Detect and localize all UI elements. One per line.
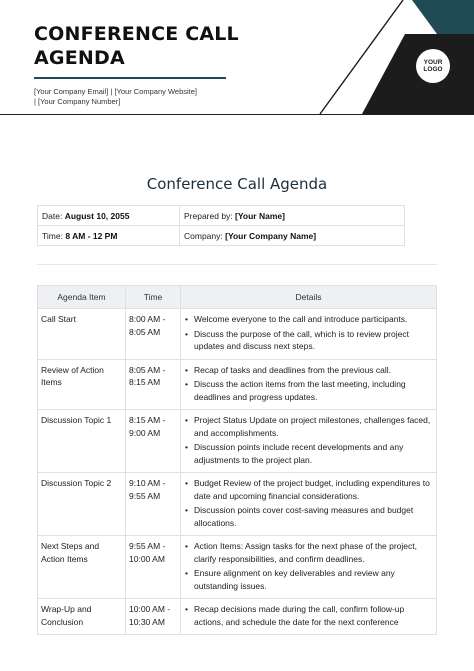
prepared-by-label: Prepared by: <box>184 210 233 221</box>
info-row-1 <box>38 206 405 226</box>
time-cell <box>38 226 180 246</box>
document-title: Conference Call Agenda <box>146 175 328 193</box>
agenda-item-cell: Review of Action Items <box>38 359 126 410</box>
prepared-by-value: [Your Name] <box>235 210 285 221</box>
detail-bullet: • Welcome everyone to the call and introduce participants. <box>184 313 433 326</box>
details-cell <box>181 410 437 473</box>
agenda-item-cell: Discussion Topic 1 <box>38 410 126 473</box>
agenda-header-row <box>38 286 437 309</box>
time-label: Time: <box>42 230 63 241</box>
time-cell: 9:55 AM - 10:00 AM <box>126 536 181 599</box>
date-value: August 10, 2055 <box>64 210 130 221</box>
agenda-item-cell: Wrap-Up and Conclusion <box>38 599 126 635</box>
time-cell: 8:05 AM - 8:15 AM <box>126 359 181 410</box>
table-row <box>38 359 437 410</box>
details-cell <box>181 599 437 635</box>
details-cell <box>181 309 437 360</box>
company-logo <box>416 49 450 83</box>
time-cell: 8:00 AM - 8:05 AM <box>126 309 181 360</box>
detail-bullet: • Recap of tasks and deadlines from the previous call. <box>184 364 433 377</box>
info-row-2 <box>38 226 405 246</box>
header-time: Time <box>126 286 181 309</box>
header-title-line1: CONFERENCE CALL <box>34 23 239 45</box>
details-list <box>184 477 433 529</box>
detail-bullet: • Discuss the purpose of the call, which is to review project updates and discuss next steps. <box>184 328 433 353</box>
company-label: Company: <box>184 230 223 241</box>
table-row <box>38 309 437 360</box>
details-list <box>184 313 433 353</box>
header <box>0 0 474 116</box>
details-list <box>184 414 433 466</box>
time-cell: 10:00 AM - 10:30 AM <box>126 599 181 635</box>
header-title <box>34 22 239 70</box>
company-value: [Your Company Name] <box>225 230 317 241</box>
table-row <box>38 536 437 599</box>
header-title-line2: AGENDA <box>34 47 125 69</box>
header-details: Details <box>181 286 437 309</box>
details-list <box>184 603 433 628</box>
teal-corner-shape <box>412 0 474 34</box>
detail-bullet: • Discussion points cover cost-saving measures and budget allocations. <box>184 504 433 529</box>
details-list <box>184 540 433 592</box>
details-list <box>184 364 433 404</box>
date-cell <box>38 206 180 226</box>
company-cell <box>180 226 405 246</box>
header-agenda-item: Agenda Item <box>38 286 126 309</box>
detail-bullet: • Recap decisions made during the call, confirm follow-up actions, and schedule the date for the next conference <box>184 603 433 628</box>
time-value: 8 AM - 12 PM <box>65 230 118 241</box>
agenda-item-cell: Next Steps and Action Items <box>38 536 126 599</box>
prepared-by-cell <box>180 206 405 226</box>
detail-bullet: • Project Status Update on project milestones, challenges faced, and accomplishments. <box>184 414 433 439</box>
table-row <box>38 473 437 536</box>
detail-bullet: • Discussion points include recent developments and any adjustments to the project plan. <box>184 441 433 466</box>
details-cell <box>181 536 437 599</box>
details-cell <box>181 359 437 410</box>
agenda-table <box>37 285 437 635</box>
agenda-item-cell: Discussion Topic 2 <box>38 473 126 536</box>
meeting-info-table <box>37 205 405 246</box>
date-label: Date: <box>42 210 63 221</box>
table-row <box>38 410 437 473</box>
table-row <box>38 599 437 635</box>
section-divider <box>37 264 437 265</box>
time-cell: 9:10 AM - 9:55 AM <box>126 473 181 536</box>
detail-bullet: • Budget Review of the project budget, including expenditures to date and upcoming financial considerations. <box>184 477 433 502</box>
contact-line1: [Your Company Email] | [Your Company Website] <box>34 87 198 96</box>
details-cell <box>181 473 437 536</box>
agenda-item-cell: Call Start <box>38 309 126 360</box>
contact-line2: | [Your Company Number] <box>34 97 121 106</box>
header-divider <box>0 114 474 115</box>
detail-bullet: • Action Items: Assign tasks for the next phase of the project, clarify responsibilities, and confirm deadlines. <box>184 540 433 565</box>
detail-bullet: • Ensure alignment on key deliverables and review any outstanding issues. <box>184 567 433 592</box>
contact-info <box>34 87 197 107</box>
logo-line1: YOUR <box>423 59 443 66</box>
logo-line2: LOGO <box>423 66 443 73</box>
title-underline <box>34 77 226 79</box>
time-cell: 8:15 AM - 9:00 AM <box>126 410 181 473</box>
detail-bullet: • Discuss the action items from the last meeting, including deadlines and progress updates. <box>184 378 433 403</box>
